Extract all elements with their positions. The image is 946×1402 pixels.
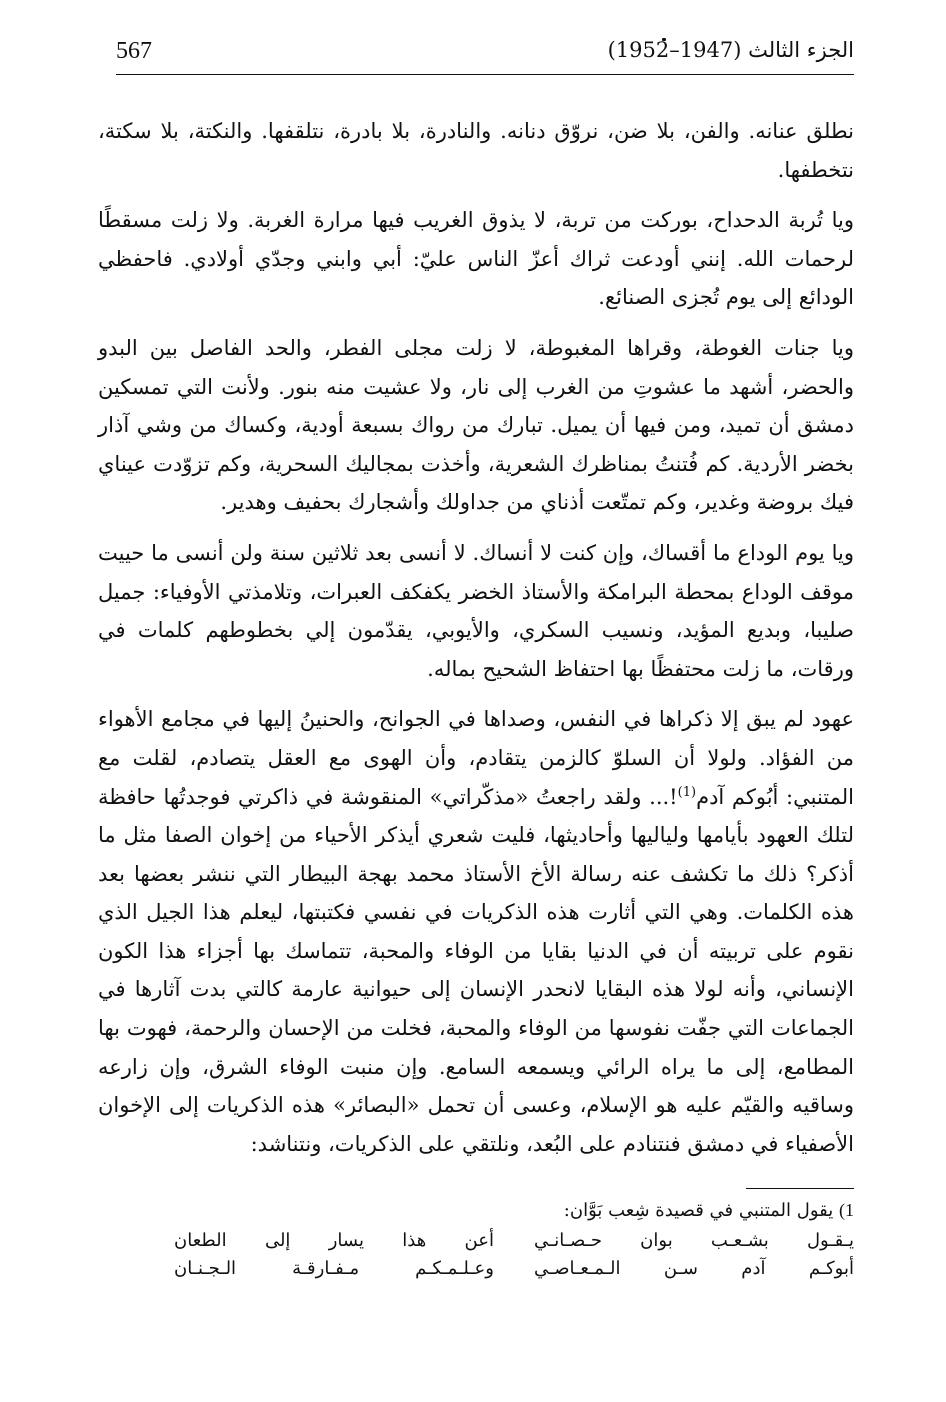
page-number: 567	[116, 38, 152, 64]
paragraph: ويا يوم الوداع ما أقساك، وإن كنت لا أنساك. لا أنسى بعد ثلاثين سنة ولن أنسى ما حييت موقف الوداع بمحطة البرامكة والأستاذ الخضر يكفكف العبرات، وتلامذتي الأوفياء: جميل صليبا، وبديع المؤيد، ونسيب السكري، والأيوبي، يقدّمون إلي بخطوطهم كلمات في ورقات، ما زلت محتفظًا بها احتفاظ الشحيح بماله.	[98, 540, 854, 681]
paragraph: نطلق عنانه. والفن، بلا ضن، نروّق دنانه. والنادرة، بلا بادرة، نتلقفها. والنكتة، بلا سكتة، نتخطفها.	[98, 119, 854, 182]
verse-line	[134, 1255, 854, 1283]
verse-first-hemistich: أبوكـم آدم سـن الـمـعـاصـي	[534, 1258, 854, 1279]
running-title: الجزء الثالث (1947–1952)	[607, 38, 854, 62]
paragraph-text: !... ولقد راجعتُ «مذكّراتي» المنقوشة في ذاكرتي فوجدتُها حافظة لتلك العهود بأيامها ولياليها وأحاديثها، فليت شعري أيذكر الأحياء من إخوان الصفا مثل ما أذكر؟ ذلك ما تكشف عنه رسالة الأخ الأستاذ محمد بهجة البيطار التي ننشر بعضها بعد هذه الكلمات. وهي التي أثارت هذه الذكريات في نفسي فكتبتها، ليعلم هذا الجيل الذي نقوم على تربيته أن في الدنيا بقايا من الوفاء والمحبة، تتماسك بها أجزاء هذا الكون الإنساني، وأنه لولا هذه البقايا لانحدر الإنسان إلى حيوانية عارمة كالتي بدت آثارها في الجماعات التي جفّت نفوسها من الوفاء والمحبة، فخلت من الإحسان والرحمة، فهوت بها المطامع، إلى ما يراه الرائي ويسمعه السامع. وإن منبت الوفاء الشرق، وإن زارعه وساقيه والقيّم عليه هو الإسلام، وعسى أن تحمل «البصائر» هذه الذكريات إلى الإخوان الأصفياء في دمشق فنتنادم على البُعد، ونلتقي على الذكريات، ونتناشد:	[98, 784, 854, 1156]
paragraph: ويا جنات الغوطة، وقراها المغبوطة، لا زلت مجلى الفطر، والحد الفاصل بين البدو والحضر، أشهد ما عشوتِ من الغرب إلى نار، ولا عشيت منه بنور. ولأنت التي تمسكين دمشق أن تميد، ومن فيها أن يميل. تبارك من رواك بسبعة أودية، وكساك من وشي آذار بخضر الأردية. كم فُتنتُ بمناظرك الشعرية، وأخذت بمجاليك السحرية، وكم تزوّدت عيناي فيك بروضة وغدير، وكم تمتّعت أذناي من جداولك وأشجارك بحفيف وهدير.	[98, 335, 854, 515]
footnote-intro: يقول المتنبي في قصيدة شِعب بَوَّان:	[563, 1200, 834, 1221]
paragraph-text: عهود لم يبق إلا ذكراها في النفس، وصداها في الجوانح، والحنينُ إليها في مجامع الأهواء من الفؤاد. ولولا أن السلوّ كالزمن يتقادم، وأن الهوى مع العقل يتصادم، لقلت مع المتنبي: أبُوكم آدم	[98, 707, 854, 809]
running-header	[116, 34, 854, 75]
footnote-separator	[746, 1188, 854, 1189]
verse-second-hemistich: وعـلـمـكـم مـفـارقـة الـجـنـان	[174, 1258, 494, 1279]
main-text	[98, 112, 854, 1175]
footnote-intro-line	[134, 1196, 854, 1225]
verse-second-hemistich: أعن هذا يسار إلى الطعان	[174, 1230, 494, 1251]
verse-line	[134, 1227, 854, 1255]
verse-first-hemistich: يـقـول بشـعـب بوان حـصـانـي	[534, 1230, 854, 1251]
footnote-reference[interactable]: (1)	[677, 784, 697, 800]
footnote-number: 1)	[839, 1200, 854, 1220]
footnote	[134, 1196, 854, 1283]
paragraph	[98, 700, 854, 1163]
paragraph: ويا تُربة الدحداح، بوركت من تربة، لا يذوق الغريب فيها مرارة الغربة. ولا زلت مسقطًا لرحمات الله. إنني أودعت ثراك أعزّ الناس عليّ: أبي وابني وجدّي أولادي. فاحفظي الودائع إلى يوم تُجزى الصنائع.	[98, 208, 854, 310]
